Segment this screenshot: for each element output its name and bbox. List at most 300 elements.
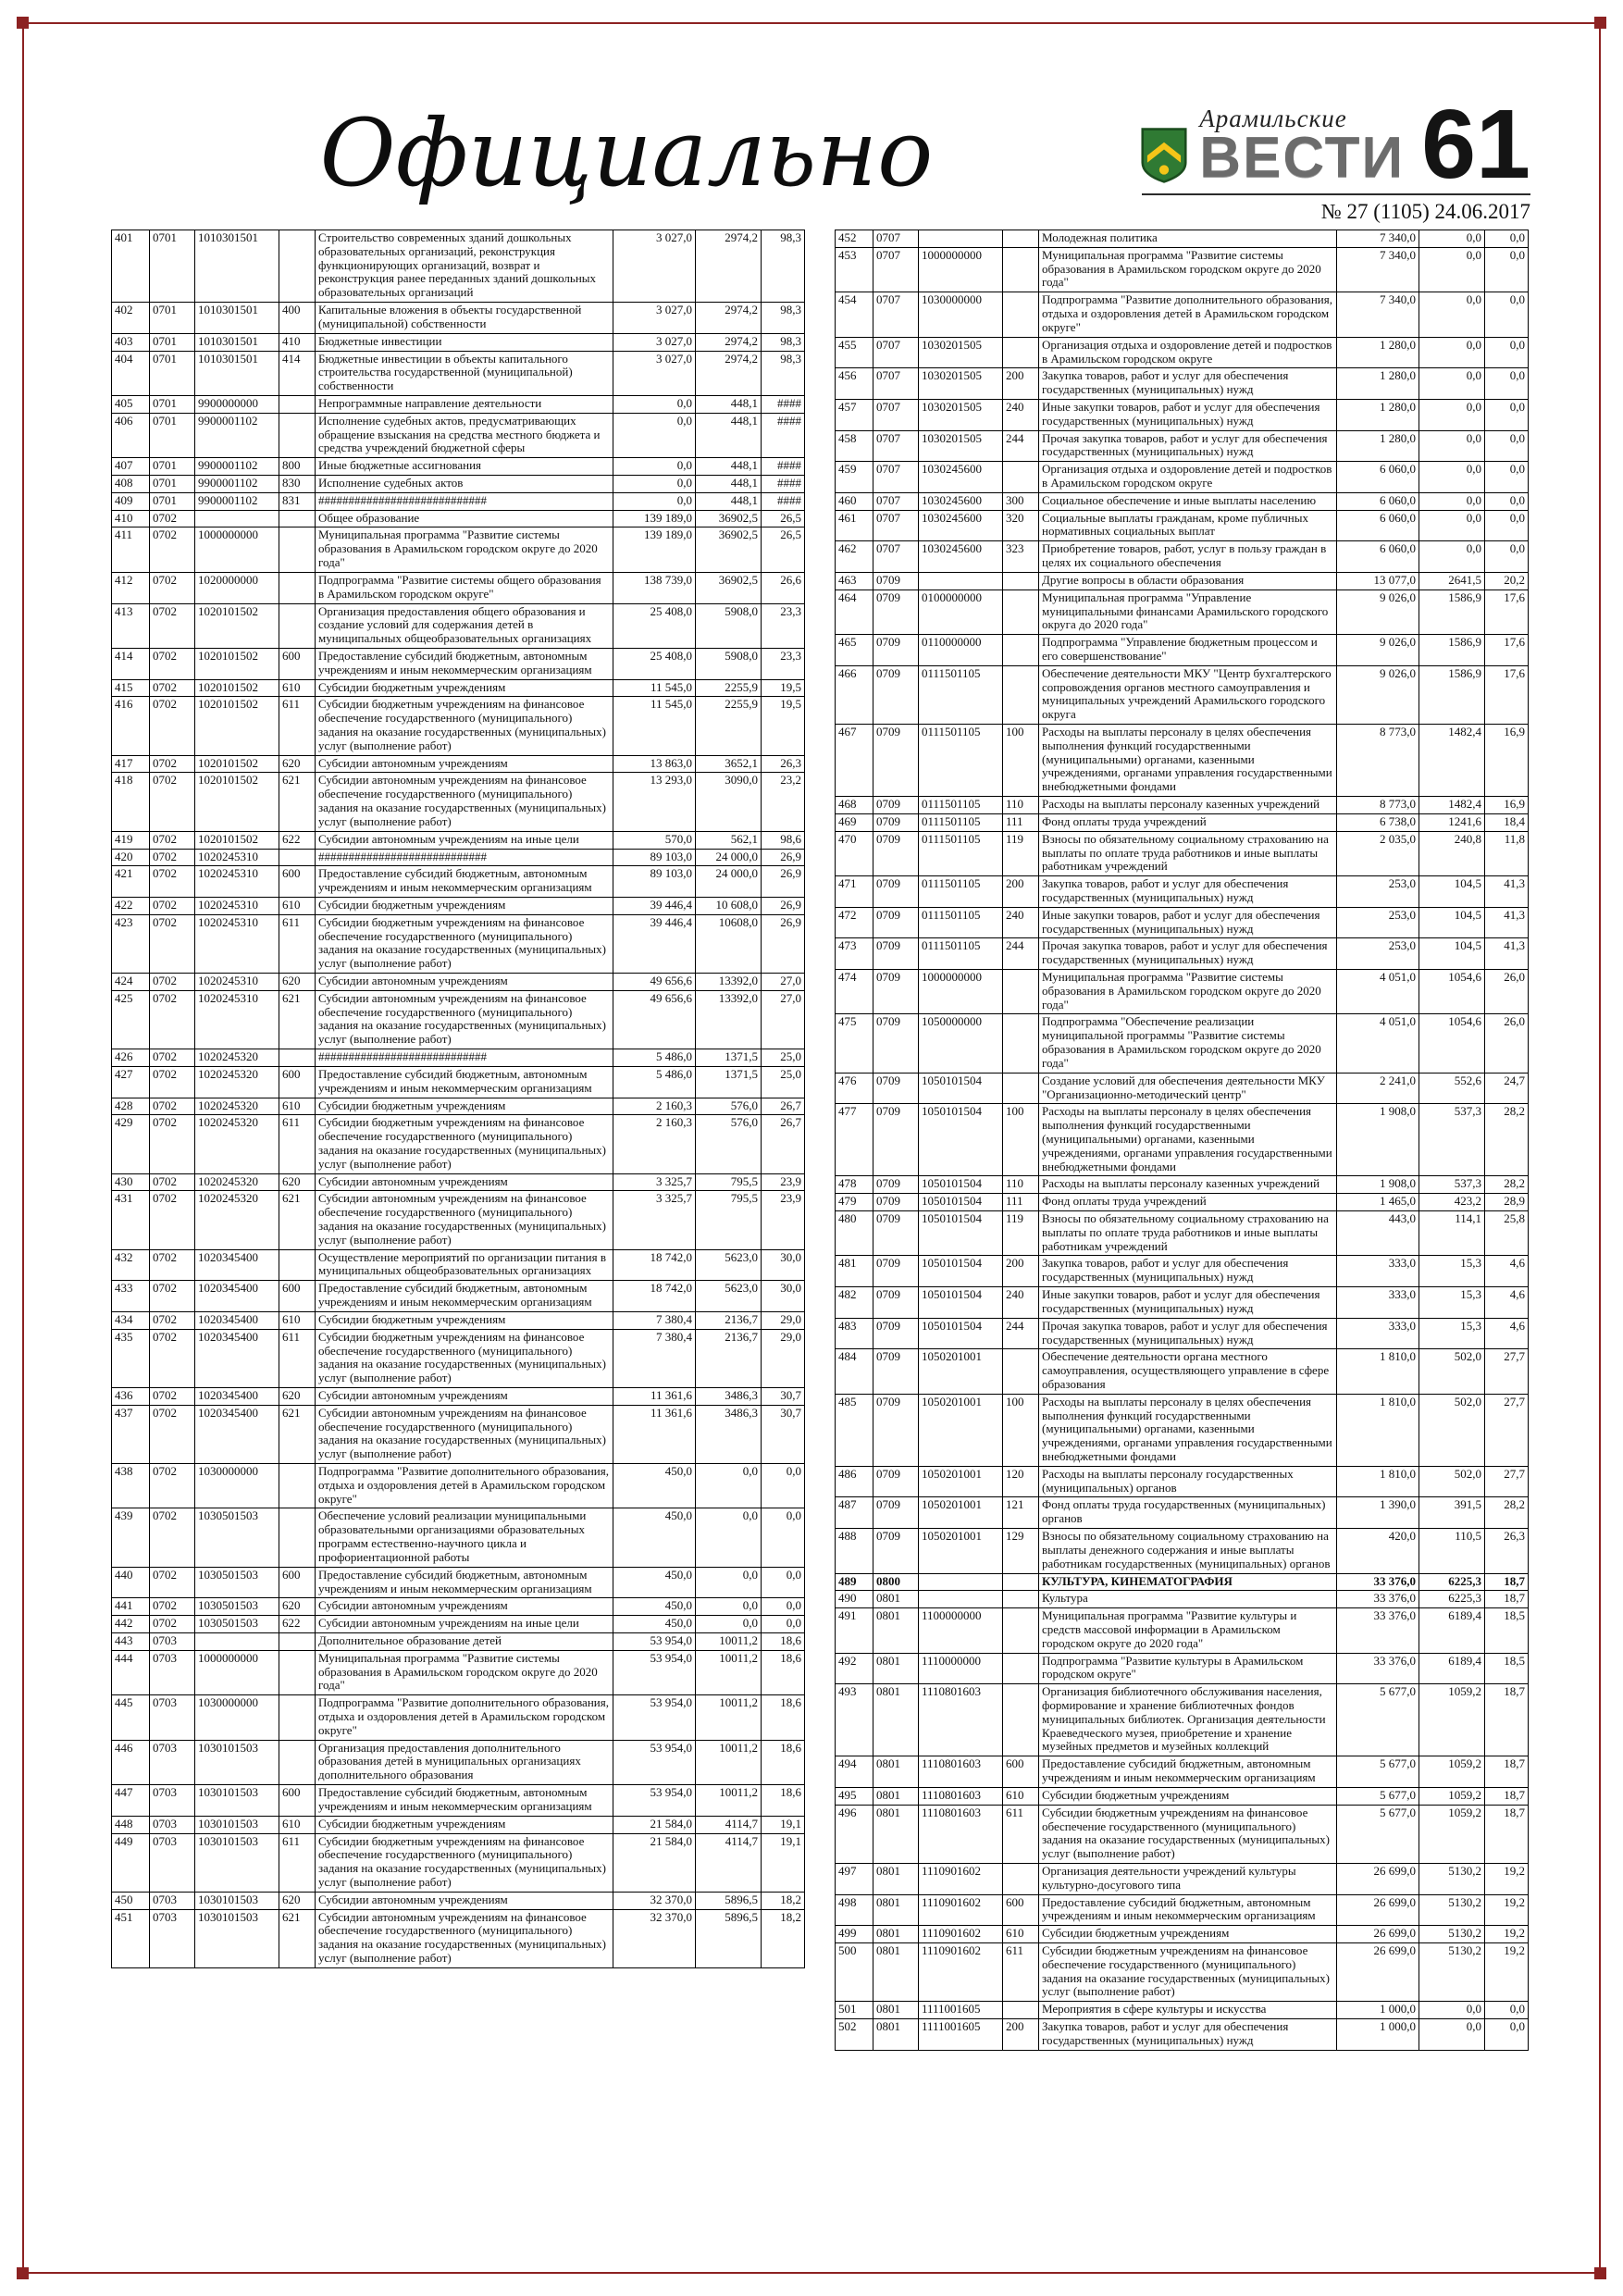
- table-row: [836, 813, 1529, 831]
- cell-plan-amount: 3 325,7: [613, 1173, 696, 1191]
- cell-target-code: [919, 1591, 1003, 1608]
- corner-mark: [17, 17, 29, 29]
- cell-row-number: 480: [836, 1211, 873, 1256]
- cell-row-number: 426: [112, 1049, 150, 1067]
- cell-description: Прочая закупка товаров, работ и услуг для обеспечения государственных (муниципальных) нужд: [1039, 938, 1337, 970]
- cell-plan-amount: 89 103,0: [613, 849, 696, 866]
- cell-plan-amount: 0,0: [613, 413, 696, 457]
- cell-description: Субсидии автономным учреждениям: [316, 1598, 613, 1616]
- cell-expense-type-code: [1003, 292, 1039, 337]
- cell-plan-amount: 570,0: [613, 831, 696, 849]
- table-row: [836, 1756, 1529, 1788]
- cell-target-code: 1020101502: [195, 755, 279, 773]
- cell-percent: 16,9: [1485, 797, 1529, 814]
- table-row: [112, 1567, 805, 1598]
- cell-target-code: 9900001102: [195, 476, 279, 493]
- cell-section-code: 0701: [150, 395, 195, 413]
- corner-mark: [1594, 2267, 1606, 2279]
- cell-expense-type-code: 100: [1003, 725, 1039, 797]
- cell-expense-type-code: 620: [279, 755, 316, 773]
- cell-expense-type-code: 610: [279, 1816, 316, 1833]
- cell-target-code: 1030501503: [195, 1598, 279, 1616]
- cell-section-code: 0709: [873, 1287, 919, 1319]
- cell-target-code: 1050201001: [919, 1497, 1003, 1529]
- cell-row-number: 445: [112, 1695, 150, 1740]
- cell-plan-amount: 138 739,0: [613, 572, 696, 603]
- cell-target-code: 1020245310: [195, 914, 279, 973]
- cell-expense-type-code: 600: [279, 866, 316, 898]
- cell-executed-amount: 13392,0: [696, 990, 762, 1049]
- cell-target-code: 1030000000: [195, 1464, 279, 1508]
- cell-percent: 98,3: [762, 230, 805, 303]
- cell-section-code: 0801: [873, 1894, 919, 1926]
- table-row: [112, 974, 805, 991]
- cell-plan-amount: 1 908,0: [1337, 1104, 1419, 1176]
- cell-section-code: 0702: [150, 990, 195, 1049]
- cell-description: Субсидии бюджетным учреждениям на финансовое обеспечение государственного (муниципального) задания на оказание государственных (муниципальных) услуг (выполнение работ): [1039, 1943, 1337, 2002]
- cell-expense-type-code: 610: [279, 897, 316, 914]
- cell-description: Расходы на выплаты персоналу государственных (муниципальных) органов: [1039, 1466, 1337, 1497]
- cell-expense-type-code: [1003, 1349, 1039, 1394]
- cell-target-code: 1110901602: [919, 1926, 1003, 1943]
- cell-section-code: 0709: [873, 1073, 919, 1104]
- cell-target-code: 0111501105: [919, 938, 1003, 970]
- cell-expense-type-code: [279, 1049, 316, 1067]
- cell-section-code: 0801: [873, 1756, 919, 1788]
- cell-description: ############################: [316, 849, 613, 866]
- cell-description: Фонд оплаты труда учреждений: [1039, 1194, 1337, 1211]
- table-row: [112, 351, 805, 395]
- cell-row-number: 477: [836, 1104, 873, 1176]
- cell-target-code: 9900001102: [195, 458, 279, 476]
- cell-section-code: 0702: [150, 648, 195, 679]
- cell-percent: 0,0: [1485, 247, 1529, 292]
- table-row: [112, 866, 805, 898]
- table-row: [836, 590, 1529, 634]
- cell-expense-type-code: 410: [279, 333, 316, 351]
- cell-section-code: 0702: [150, 1508, 195, 1567]
- cell-section-code: 0701: [150, 351, 195, 395]
- cell-target-code: 1010301501: [195, 333, 279, 351]
- cell-target-code: 1110801603: [919, 1787, 1003, 1805]
- cell-percent: 11,8: [1485, 831, 1529, 875]
- cell-section-code: 0709: [873, 635, 919, 666]
- cell-target-code: 1050101504: [919, 1176, 1003, 1194]
- cell-row-number: 403: [112, 333, 150, 351]
- cell-plan-amount: 39 446,4: [613, 914, 696, 973]
- cell-plan-amount: 53 954,0: [613, 1650, 696, 1694]
- cell-target-code: 0111501105: [919, 907, 1003, 938]
- cell-percent: 26,3: [1485, 1529, 1529, 1573]
- table-row: [112, 1632, 805, 1650]
- cell-row-number: 479: [836, 1194, 873, 1211]
- cell-row-number: 438: [112, 1464, 150, 1508]
- cell-executed-amount: 24 000,0: [696, 849, 762, 866]
- cell-percent: 26,9: [762, 914, 805, 973]
- cell-target-code: 1020101502: [195, 773, 279, 831]
- cell-percent: 18,7: [1485, 1805, 1529, 1863]
- cell-executed-amount: 3652,1: [696, 755, 762, 773]
- cell-target-code: 1030245600: [919, 541, 1003, 573]
- cell-description: Расходы на выплаты персоналу в целях обеспечения выполнения функций государственными (муниципальными) органами, казенными учреждениями, органами управления государственными внебюджетными фондами: [1039, 725, 1337, 797]
- cell-description: Субсидии автономным учреждениям: [316, 974, 613, 991]
- budget-table-right-body: [836, 230, 1529, 2051]
- cell-row-number: 429: [112, 1115, 150, 1173]
- table-row: [112, 333, 805, 351]
- cell-executed-amount: 2974,2: [696, 351, 762, 395]
- cell-percent: 0,0: [1485, 368, 1529, 400]
- cell-executed-amount: 3486,3: [696, 1405, 762, 1463]
- table-row: [112, 1598, 805, 1616]
- table-row: [112, 1833, 805, 1892]
- cell-plan-amount: 3 325,7: [613, 1191, 696, 1249]
- cell-percent: 0,0: [1485, 2019, 1529, 2051]
- cell-plan-amount: 139 189,0: [613, 510, 696, 527]
- cell-target-code: 1030101503: [195, 1740, 279, 1784]
- cell-row-number: 462: [836, 541, 873, 573]
- cell-target-code: 0111501105: [919, 797, 1003, 814]
- cell-description: Субсидии бюджетным учреждениям на финансовое обеспечение государственного (муниципального) задания на оказание государственных (муниципальных) услуг (выполнение работ): [316, 697, 613, 755]
- cell-section-code: 0701: [150, 303, 195, 334]
- cell-target-code: 1050101504: [919, 1318, 1003, 1349]
- cell-target-code: 1030101503: [195, 1833, 279, 1892]
- cell-expense-type-code: 323: [1003, 541, 1039, 573]
- cell-row-number: 474: [836, 970, 873, 1014]
- cell-target-code: 0111501105: [919, 725, 1003, 797]
- cell-plan-amount: 33 376,0: [1337, 1591, 1419, 1608]
- cell-percent: 23,2: [762, 773, 805, 831]
- cell-description: Предоставление субсидий бюджетным, автономным учреждениям и иным некоммерческим организациям: [316, 1066, 613, 1098]
- cell-expense-type-code: 244: [1003, 938, 1039, 970]
- cell-target-code: 1111001605: [919, 2002, 1003, 2019]
- cell-executed-amount: 3486,3: [696, 1387, 762, 1405]
- table-row: [112, 476, 805, 493]
- cell-expense-type-code: 611: [1003, 1805, 1039, 1863]
- cell-description: Организация библиотечного обслуживания населения, формирование и хранение библиотечных фондов муниципальных библиотек. Организация деятельности Краеведческого музея, приобретение и хранение музейных предметов и музейных коллекций: [1039, 1684, 1337, 1756]
- cell-section-code: 0703: [150, 1740, 195, 1784]
- cell-executed-amount: 10011,2: [696, 1740, 762, 1784]
- cell-plan-amount: 0,0: [613, 476, 696, 493]
- cell-plan-amount: 53 954,0: [613, 1740, 696, 1784]
- cell-expense-type-code: 200: [1003, 876, 1039, 908]
- cell-executed-amount: 0,0: [696, 1464, 762, 1508]
- cell-executed-amount: 1059,2: [1419, 1756, 1485, 1788]
- cell-section-code: 0702: [150, 1464, 195, 1508]
- cell-percent: 19,1: [762, 1816, 805, 1833]
- cell-plan-amount: 450,0: [613, 1598, 696, 1616]
- table-row: [836, 938, 1529, 970]
- cell-percent: 26,0: [1485, 1014, 1529, 1073]
- table-row: [836, 292, 1529, 337]
- cell-executed-amount: 5130,2: [1419, 1943, 1485, 2002]
- cell-description: Иные бюджетные ассигнования: [316, 458, 613, 476]
- cell-row-number: 452: [836, 230, 873, 248]
- cell-description: Расходы на выплаты персоналу казенных учреждений: [1039, 1176, 1337, 1194]
- cell-plan-amount: 5 677,0: [1337, 1787, 1419, 1805]
- table-row: [112, 697, 805, 755]
- cell-percent: 27,0: [762, 974, 805, 991]
- cell-description: Иные закупки товаров, работ и услуг для обеспечения государственных (муниципальных) нужд: [1039, 399, 1337, 430]
- cell-description: Организация предоставления дополнительного образования детей в муниципальных организациях дополнительного образования: [316, 1740, 613, 1784]
- cell-description: Предоставление субсидий бюджетным, автономным учреждениям и иным некоммерческим организациям: [1039, 1894, 1337, 1926]
- cell-percent: 18,6: [762, 1695, 805, 1740]
- cell-description: Молодежная политика: [1039, 230, 1337, 248]
- cell-section-code: 0709: [873, 590, 919, 634]
- cell-description: Обеспечение деятельности органа местного самоуправления, осуществляющего управление в сфере образования: [1039, 1349, 1337, 1394]
- table-row: [836, 1608, 1529, 1653]
- cell-section-code: 0709: [873, 1256, 919, 1287]
- cell-percent: 0,0: [762, 1508, 805, 1567]
- cell-expense-type-code: [279, 1740, 316, 1784]
- table-row: [112, 1066, 805, 1098]
- cell-row-number: 427: [112, 1066, 150, 1098]
- cell-section-code: 0709: [873, 876, 919, 908]
- cell-percent: 19,2: [1485, 1943, 1529, 2002]
- cell-row-number: 415: [112, 679, 150, 697]
- cell-plan-amount: 450,0: [613, 1464, 696, 1508]
- cell-plan-amount: 1 810,0: [1337, 1466, 1419, 1497]
- cell-description: Закупка товаров, работ и услуг для обеспечения государственных (муниципальных) нужд: [1039, 1256, 1337, 1287]
- cell-description: Закупка товаров, работ и услуг для обеспечения государственных (муниципальных) нужд: [1039, 876, 1337, 908]
- cell-plan-amount: 1 280,0: [1337, 430, 1419, 462]
- cell-section-code: 0702: [150, 603, 195, 648]
- table-row: [112, 1115, 805, 1173]
- cell-plan-amount: 33 376,0: [1337, 1608, 1419, 1653]
- cell-percent: 0,0: [1485, 337, 1529, 368]
- cell-target-code: 1110801603: [919, 1684, 1003, 1756]
- cell-section-code: 0709: [873, 797, 919, 814]
- cell-row-number: 488: [836, 1529, 873, 1573]
- cell-percent: ####: [762, 395, 805, 413]
- cell-section-code: 0702: [150, 679, 195, 697]
- cell-executed-amount: 0,0: [1419, 399, 1485, 430]
- cell-executed-amount: 1371,5: [696, 1049, 762, 1067]
- cell-section-code: 0800: [873, 1573, 919, 1591]
- cell-description: Расходы на выплаты персоналу казенных учреждений: [1039, 797, 1337, 814]
- cell-row-number: 428: [112, 1098, 150, 1115]
- cell-section-code: 0703: [150, 1892, 195, 1909]
- table-row: [836, 1176, 1529, 1194]
- cell-plan-amount: 0,0: [613, 458, 696, 476]
- cell-expense-type-code: 621: [279, 990, 316, 1049]
- cell-description: Субсидии автономным учреждениям на финансовое обеспечение государственного (муниципального) задания на оказание государственных (муниципальных) услуг (выполнение работ): [316, 990, 613, 1049]
- cell-row-number: 439: [112, 1508, 150, 1567]
- cell-plan-amount: 2 035,0: [1337, 831, 1419, 875]
- cell-percent: ####: [762, 458, 805, 476]
- table-row: [836, 337, 1529, 368]
- cell-target-code: 1020245320: [195, 1098, 279, 1115]
- cell-description: Субсидии бюджетным учреждениям: [1039, 1787, 1337, 1805]
- cell-row-number: 413: [112, 603, 150, 648]
- cell-expense-type-code: [1003, 635, 1039, 666]
- cell-target-code: 0100000000: [919, 590, 1003, 634]
- cell-executed-amount: 114,1: [1419, 1211, 1485, 1256]
- cell-row-number: 433: [112, 1281, 150, 1312]
- cell-percent: 30,7: [762, 1387, 805, 1405]
- cell-percent: 27,7: [1485, 1394, 1529, 1466]
- cell-percent: 0,0: [1485, 492, 1529, 510]
- cell-description: Бюджетные инвестиции в объекты капитального строительства государственной (муниципальной) собственности: [316, 351, 613, 395]
- cell-description: Приобретение товаров, работ, услуг в пользу граждан в целях их социального обеспечения: [1039, 541, 1337, 573]
- cell-row-number: 430: [112, 1173, 150, 1191]
- cell-section-code: 0701: [150, 492, 195, 510]
- table-row: [836, 430, 1529, 462]
- cell-expense-type-code: 831: [279, 492, 316, 510]
- table-row: [836, 492, 1529, 510]
- cell-percent: 26,9: [762, 866, 805, 898]
- table-row: [112, 679, 805, 697]
- cell-plan-amount: 26 699,0: [1337, 1926, 1419, 1943]
- cell-target-code: 1030201505: [919, 337, 1003, 368]
- cell-row-number: 420: [112, 849, 150, 866]
- cell-target-code: 9900001102: [195, 492, 279, 510]
- table-row: [836, 1573, 1529, 1591]
- cell-plan-amount: 21 584,0: [613, 1833, 696, 1892]
- cell-section-code: 0702: [150, 897, 195, 914]
- table-row: [836, 1194, 1529, 1211]
- cell-percent: 26,3: [762, 755, 805, 773]
- cell-plan-amount: 89 103,0: [613, 866, 696, 898]
- cell-description: Субсидии автономным учреждениям на финансовое обеспечение государственного (муниципального) задания на оказание государственных (муниципальных) услуг (выполнение работ): [316, 1405, 613, 1463]
- cell-target-code: 1020345400: [195, 1281, 279, 1312]
- cell-row-number: 414: [112, 648, 150, 679]
- table-row: [836, 876, 1529, 908]
- cell-description: Субсидии бюджетным учреждениям: [316, 1816, 613, 1833]
- cell-executed-amount: 0,0: [1419, 2002, 1485, 2019]
- cell-plan-amount: 9 026,0: [1337, 590, 1419, 634]
- cell-executed-amount: 0,0: [1419, 430, 1485, 462]
- cell-description: Исполнение судебных актов: [316, 476, 613, 493]
- cell-executed-amount: 6225,3: [1419, 1591, 1485, 1608]
- cell-expense-type-code: 621: [279, 1405, 316, 1463]
- cell-percent: 19,5: [762, 679, 805, 697]
- table-row: [112, 1405, 805, 1463]
- cell-plan-amount: 420,0: [1337, 1529, 1419, 1573]
- cell-plan-amount: 5 677,0: [1337, 1756, 1419, 1788]
- cell-percent: 28,9: [1485, 1194, 1529, 1211]
- cell-executed-amount: 448,1: [696, 492, 762, 510]
- cell-plan-amount: 450,0: [613, 1567, 696, 1598]
- cell-row-number: 491: [836, 1608, 873, 1653]
- cell-expense-type-code: 620: [279, 1892, 316, 1909]
- cell-executed-amount: 0,0: [1419, 368, 1485, 400]
- cell-percent: 26,9: [762, 897, 805, 914]
- table-row: [112, 1650, 805, 1694]
- cell-percent: ####: [762, 492, 805, 510]
- cell-expense-type-code: 610: [1003, 1787, 1039, 1805]
- cell-target-code: 0110000000: [919, 635, 1003, 666]
- cell-section-code: 0707: [873, 230, 919, 248]
- cell-section-code: 0709: [873, 1318, 919, 1349]
- cell-plan-amount: 7 340,0: [1337, 230, 1419, 248]
- cell-expense-type-code: [279, 230, 316, 303]
- cell-expense-type-code: 240: [1003, 1287, 1039, 1319]
- cell-executed-amount: 2136,7: [696, 1329, 762, 1387]
- table-row: [836, 1926, 1529, 1943]
- cell-expense-type-code: 100: [1003, 1104, 1039, 1176]
- cell-executed-amount: 1054,6: [1419, 970, 1485, 1014]
- cell-row-number: 432: [112, 1249, 150, 1281]
- cell-description: Субсидии бюджетным учреждениям на финансовое обеспечение государственного (муниципального) задания на оказание государственных (муниципальных) услуг (выполнение работ): [1039, 1805, 1337, 1863]
- cell-plan-amount: 11 545,0: [613, 679, 696, 697]
- cell-row-number: 497: [836, 1863, 873, 1894]
- cell-percent: 29,0: [762, 1329, 805, 1387]
- cell-percent: 18,2: [762, 1909, 805, 1967]
- cell-expense-type-code: 200: [1003, 2019, 1039, 2051]
- table-row: [836, 1211, 1529, 1256]
- cell-expense-type-code: [279, 1249, 316, 1281]
- cell-description: Социальные выплаты гражданам, кроме публичных нормативных социальных выплат: [1039, 510, 1337, 541]
- cell-executed-amount: 1059,2: [1419, 1684, 1485, 1756]
- cell-row-number: 498: [836, 1894, 873, 1926]
- cell-target-code: [919, 572, 1003, 590]
- cell-expense-type-code: [279, 603, 316, 648]
- cell-expense-type-code: [1003, 1653, 1039, 1684]
- cell-executed-amount: 502,0: [1419, 1349, 1485, 1394]
- cell-plan-amount: 1 465,0: [1337, 1194, 1419, 1211]
- cell-percent: 98,3: [762, 303, 805, 334]
- cell-row-number: 437: [112, 1405, 150, 1463]
- cell-section-code: 0701: [150, 413, 195, 457]
- cell-section-code: 0701: [150, 333, 195, 351]
- cell-expense-type-code: 200: [1003, 368, 1039, 400]
- cell-expense-type-code: [1003, 2002, 1039, 2019]
- cell-percent: 27,7: [1485, 1466, 1529, 1497]
- cell-executed-amount: 0,0: [1419, 337, 1485, 368]
- cell-expense-type-code: 622: [279, 831, 316, 849]
- table-row: [112, 831, 805, 849]
- cell-description: Субсидии автономным учреждениям: [316, 1173, 613, 1191]
- cell-expense-type-code: [1003, 1684, 1039, 1756]
- cell-section-code: 0709: [873, 1176, 919, 1194]
- cell-target-code: 1030000000: [195, 1695, 279, 1740]
- cell-plan-amount: 4 051,0: [1337, 1014, 1419, 1073]
- cell-description: Подпрограмма "Развитие дополнительного образования, отдыха и оздоровления детей в Арамильском городском округе": [1039, 292, 1337, 337]
- cell-target-code: 1110901602: [919, 1863, 1003, 1894]
- cell-percent: 0,0: [1485, 430, 1529, 462]
- cell-executed-amount: 5908,0: [696, 603, 762, 648]
- table-row: [112, 773, 805, 831]
- cell-executed-amount: 423,2: [1419, 1194, 1485, 1211]
- cell-target-code: 1100000000: [919, 1608, 1003, 1653]
- cell-section-code: 0707: [873, 368, 919, 400]
- cell-expense-type-code: [1003, 590, 1039, 634]
- masthead: [1142, 90, 1530, 224]
- cell-plan-amount: 33 376,0: [1337, 1573, 1419, 1591]
- cell-row-number: 443: [112, 1632, 150, 1650]
- cell-plan-amount: 5 486,0: [613, 1066, 696, 1098]
- cell-description: Субсидии бюджетным учреждениям: [316, 897, 613, 914]
- cell-executed-amount: 448,1: [696, 395, 762, 413]
- cell-plan-amount: 18 742,0: [613, 1281, 696, 1312]
- cell-expense-type-code: 240: [1003, 907, 1039, 938]
- table-row: [112, 1329, 805, 1387]
- cell-plan-amount: 1 908,0: [1337, 1176, 1419, 1194]
- cell-target-code: 1020245310: [195, 990, 279, 1049]
- cell-percent: 20,2: [1485, 572, 1529, 590]
- cell-plan-amount: 39 446,4: [613, 897, 696, 914]
- cell-expense-type-code: 244: [1003, 430, 1039, 462]
- cell-row-number: 405: [112, 395, 150, 413]
- cell-row-number: 475: [836, 1014, 873, 1073]
- cell-plan-amount: 1 390,0: [1337, 1497, 1419, 1529]
- cell-executed-amount: 36902,5: [696, 510, 762, 527]
- cell-percent: 41,3: [1485, 876, 1529, 908]
- cell-section-code: 0709: [873, 907, 919, 938]
- cell-plan-amount: 2 160,3: [613, 1115, 696, 1173]
- cell-target-code: 1030101503: [195, 1909, 279, 1967]
- cell-section-code: 0801: [873, 1926, 919, 1943]
